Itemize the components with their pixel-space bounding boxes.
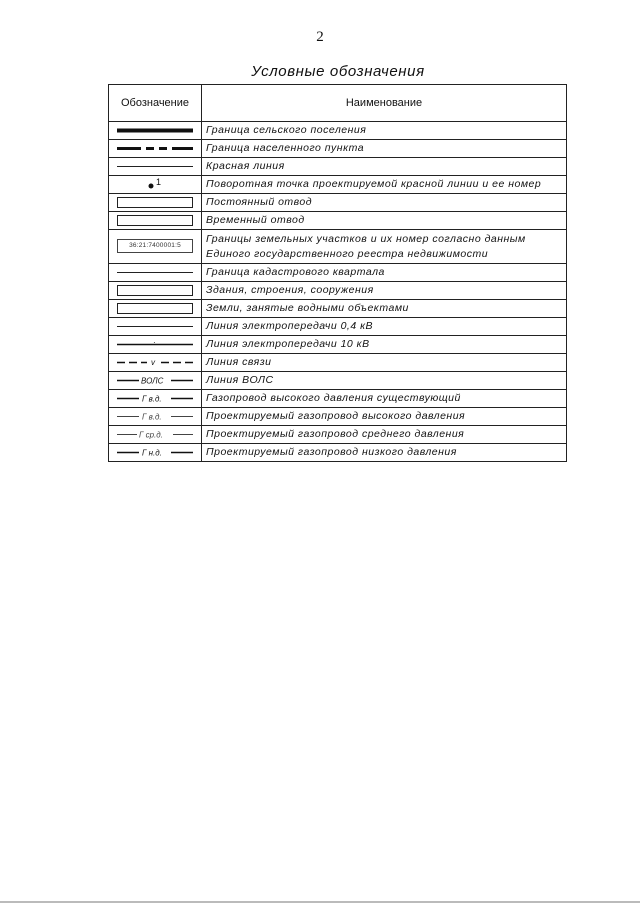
row-name: Газопровод высокого давления существующий — [202, 390, 567, 408]
temporary-allotment-rect-icon — [117, 215, 193, 226]
table-row — [109, 318, 567, 336]
table-row — [109, 354, 567, 372]
legend-title: Условные обозначения — [251, 63, 425, 80]
power-line-10kv-icon — [109, 336, 201, 353]
table-row — [109, 444, 567, 462]
legend-table — [108, 84, 567, 462]
table-row — [109, 408, 567, 426]
row-name: Граница сельского поселения — [202, 122, 567, 140]
gas-high-planned-label: Г в.д. — [142, 412, 162, 422]
communication-line-icon — [109, 354, 201, 371]
row-name — [202, 230, 567, 264]
table-row — [109, 212, 567, 230]
gas-high-planned-icon — [109, 408, 201, 425]
table-row — [109, 230, 567, 264]
gas-medium-planned-label: Г ср.д. — [139, 430, 163, 440]
table-row — [109, 194, 567, 212]
row-name: Проектируемый газопровод высокого давления — [202, 408, 567, 426]
row-name: Линия электропередачи 10 кВ — [202, 336, 567, 354]
communication-line-mark: v — [151, 358, 155, 367]
power-line-10kv-mark: · — [153, 338, 156, 347]
table-row — [109, 264, 567, 282]
table-row — [109, 372, 567, 390]
cadastral-quarter-line-icon — [109, 264, 201, 281]
gas-low-planned-label: Г н.д. — [142, 448, 162, 458]
gas-low-planned-icon — [109, 444, 201, 461]
table-row — [109, 300, 567, 318]
row-name: Постоянный отвод — [202, 194, 567, 212]
header-symbol: Обозначение — [109, 85, 202, 122]
row-name: Поворотная точка проектируемой красной линии и ее номер — [202, 176, 567, 194]
red-line-icon — [109, 158, 201, 175]
table-row — [109, 390, 567, 408]
row-name: Временный отвод — [202, 212, 567, 230]
gas-medium-planned-icon — [109, 426, 201, 443]
row-name: Граница населенного пункта — [202, 140, 567, 158]
row-name: Линия электропередачи 0,4 кВ — [202, 318, 567, 336]
table-header-row — [109, 85, 567, 122]
row-name: Красная линия — [202, 158, 567, 176]
fiber-optic-label: ВОЛС — [141, 376, 164, 386]
gas-high-existing-icon — [109, 390, 201, 407]
row-name: Граница кадастрового квартала — [202, 264, 567, 282]
permanent-allotment-rect-icon — [117, 197, 193, 208]
table-row — [109, 336, 567, 354]
table-row — [109, 176, 567, 194]
rural-settlement-boundary-line-icon — [109, 122, 201, 139]
gas-high-existing-label: Г в.д. — [142, 394, 162, 404]
water-lands-rect-icon — [117, 303, 193, 314]
table-row — [109, 158, 567, 176]
row-name: Земли, занятые водными объектами — [202, 300, 567, 318]
buildings-rect-icon — [117, 285, 193, 296]
header-name: Наименование — [202, 85, 567, 122]
page-number: 2 — [316, 29, 324, 45]
row-name: Здания, строения, сооружения — [202, 282, 567, 300]
power-line-04kv-icon — [109, 318, 201, 335]
row-name: Проектируемый газопровод среднего давления — [202, 426, 567, 444]
table-row — [109, 122, 567, 140]
row-name-line2: Единого государственного реестра недвижимости — [206, 247, 489, 260]
cadastral-parcel-icon: 36:21:7400001:5 — [117, 239, 193, 253]
turning-point-icon — [109, 176, 201, 193]
table-row — [109, 140, 567, 158]
turning-point-number: 1 — [156, 177, 162, 187]
table-row — [109, 426, 567, 444]
fiber-optic-line-icon — [109, 372, 201, 389]
row-name-line1: Границы земельных участков и их номер согласно данным — [206, 232, 526, 245]
row-name: Линия ВОЛС — [202, 372, 567, 390]
settlement-boundary-dash-line-icon — [109, 140, 201, 157]
row-name: Проектируемый газопровод низкого давления — [202, 444, 567, 462]
row-name: Линия связи — [202, 354, 567, 372]
table-row — [109, 282, 567, 300]
